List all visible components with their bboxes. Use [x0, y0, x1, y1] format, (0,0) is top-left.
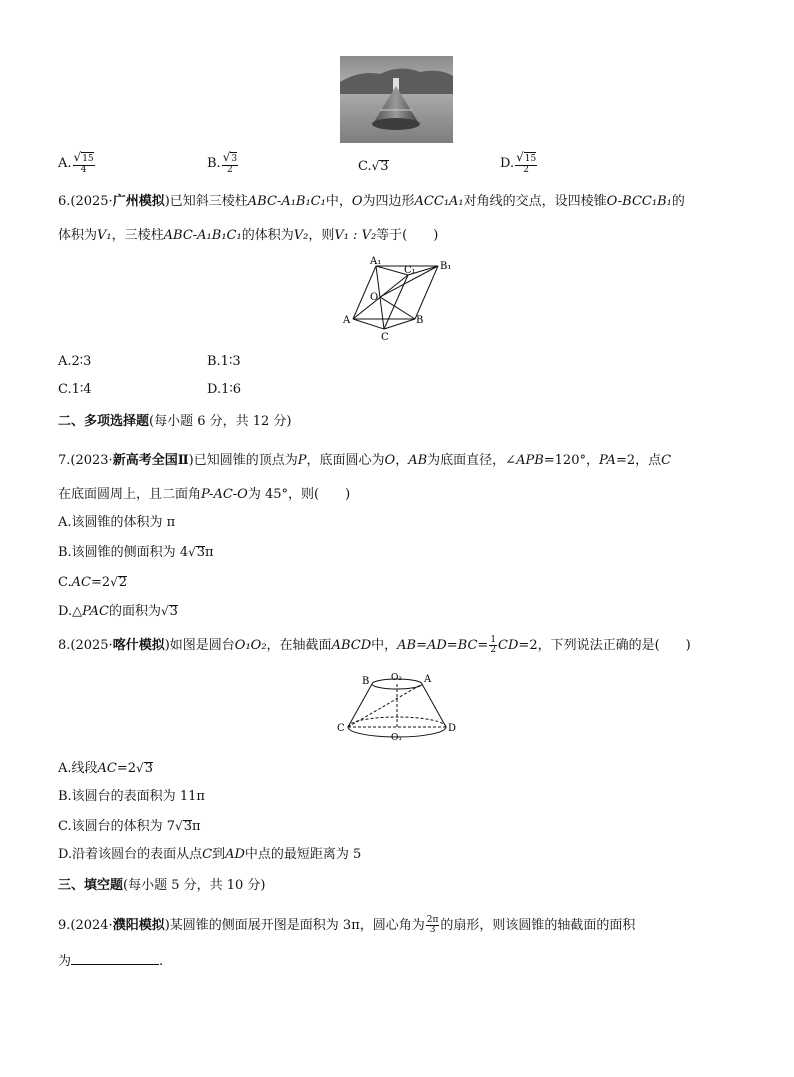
buoy-photo	[340, 56, 453, 143]
label-a1: A₁	[370, 256, 382, 267]
label-d: D	[448, 723, 457, 734]
answer-blank[interactable]	[71, 952, 159, 965]
q8-frustum-figure	[334, 668, 462, 744]
q8-stem: 8.(2025·喀什模拟)如图是圆台O₁O₂，在轴截面ABCD中，AB=AD=BC= $\frac{1}{2}$ CD=2，下列说法正确的是( )	[58, 635, 691, 655]
q7-stem-line1: 7.(2023·新高考全国Ⅱ)已知圆锥的顶点为P，底面圆心为O，AB为底面直径，∠APB=120°，PA=2，点C	[58, 453, 672, 468]
label-b1: B₁	[440, 261, 452, 272]
label-c: C	[381, 332, 389, 343]
section-2-heading: 二、多项选择题(每小题 6 分，共 12 分)	[58, 414, 292, 429]
label-c1: C₁	[404, 265, 416, 276]
q6-option-a[interactable]: A.2∶3	[58, 354, 92, 369]
q5-option-b[interactable]: B. $\frac{√3}{2}$	[207, 150, 238, 175]
q6-stem-line2: 体积为V₁，三棱柱ABC-A₁B₁C₁的体积为V₂，则V₁ : V₂等于( )	[58, 228, 439, 243]
q8-option-a[interactable]: A.线段AC=2√3	[58, 761, 153, 776]
label-o: O	[370, 292, 379, 303]
q7-stem-line2: 在底面圆周上，且二面角P-AC-O为 45°，则( )	[58, 487, 351, 502]
q7-option-b[interactable]: B.该圆锥的侧面积为 4√3π	[58, 545, 214, 560]
label-b: B	[362, 676, 370, 687]
q5-option-a[interactable]: A. $\frac{√15}{4}$	[58, 150, 94, 175]
q7-option-d[interactable]: D.△PAC的面积为√3	[58, 604, 178, 619]
section-3-heading: 三、填空题(每小题 5 分，共 10 分)	[58, 878, 266, 893]
q6-option-c[interactable]: C.1∶4	[58, 382, 92, 397]
q7-option-c[interactable]: C.AC=2√2	[58, 575, 128, 590]
q6-prism-figure	[336, 252, 466, 348]
q9-stem-line2: 为 .	[58, 954, 164, 969]
q8-option-b[interactable]: B.该圆台的表面积为 11π	[58, 789, 205, 804]
label-o1: O₁	[391, 733, 402, 743]
label-b: B	[416, 315, 424, 326]
q9-stem-line1: 9.(2024·濮阳模拟)某圆锥的侧面展开图是面积为 3π，圆心角为 $\frac{2\pi}{3}$ 的扇形，则该圆锥的轴截面的面积	[58, 915, 636, 935]
q6-option-d[interactable]: D.1∶6	[207, 382, 242, 397]
label-a: A	[424, 674, 432, 685]
q8-option-c[interactable]: C.该圆台的体积为 7√3π	[58, 819, 201, 834]
q6-option-b[interactable]: B.1∶3	[207, 354, 241, 369]
label-o2: O₂	[391, 673, 402, 683]
label-c: C	[337, 723, 345, 734]
q8-option-d[interactable]: D.沿着该圆台的表面从点C到AD中点的最短距离为 5	[58, 847, 362, 862]
q5-option-d[interactable]: D. $\frac{√15}{2}$	[500, 150, 537, 175]
q5-option-c[interactable]: C.√3	[358, 159, 389, 174]
label-a: A	[343, 315, 351, 326]
q7-option-a[interactable]: A.该圆锥的体积为 π	[58, 515, 176, 530]
q6-stem-line1: 6.(2025·广州模拟)已知斜三棱柱ABC-A₁B₁C₁中，O为四边形ACC₁A₁对角线的交点，设四棱锥O-BCC₁B₁的	[58, 194, 685, 209]
